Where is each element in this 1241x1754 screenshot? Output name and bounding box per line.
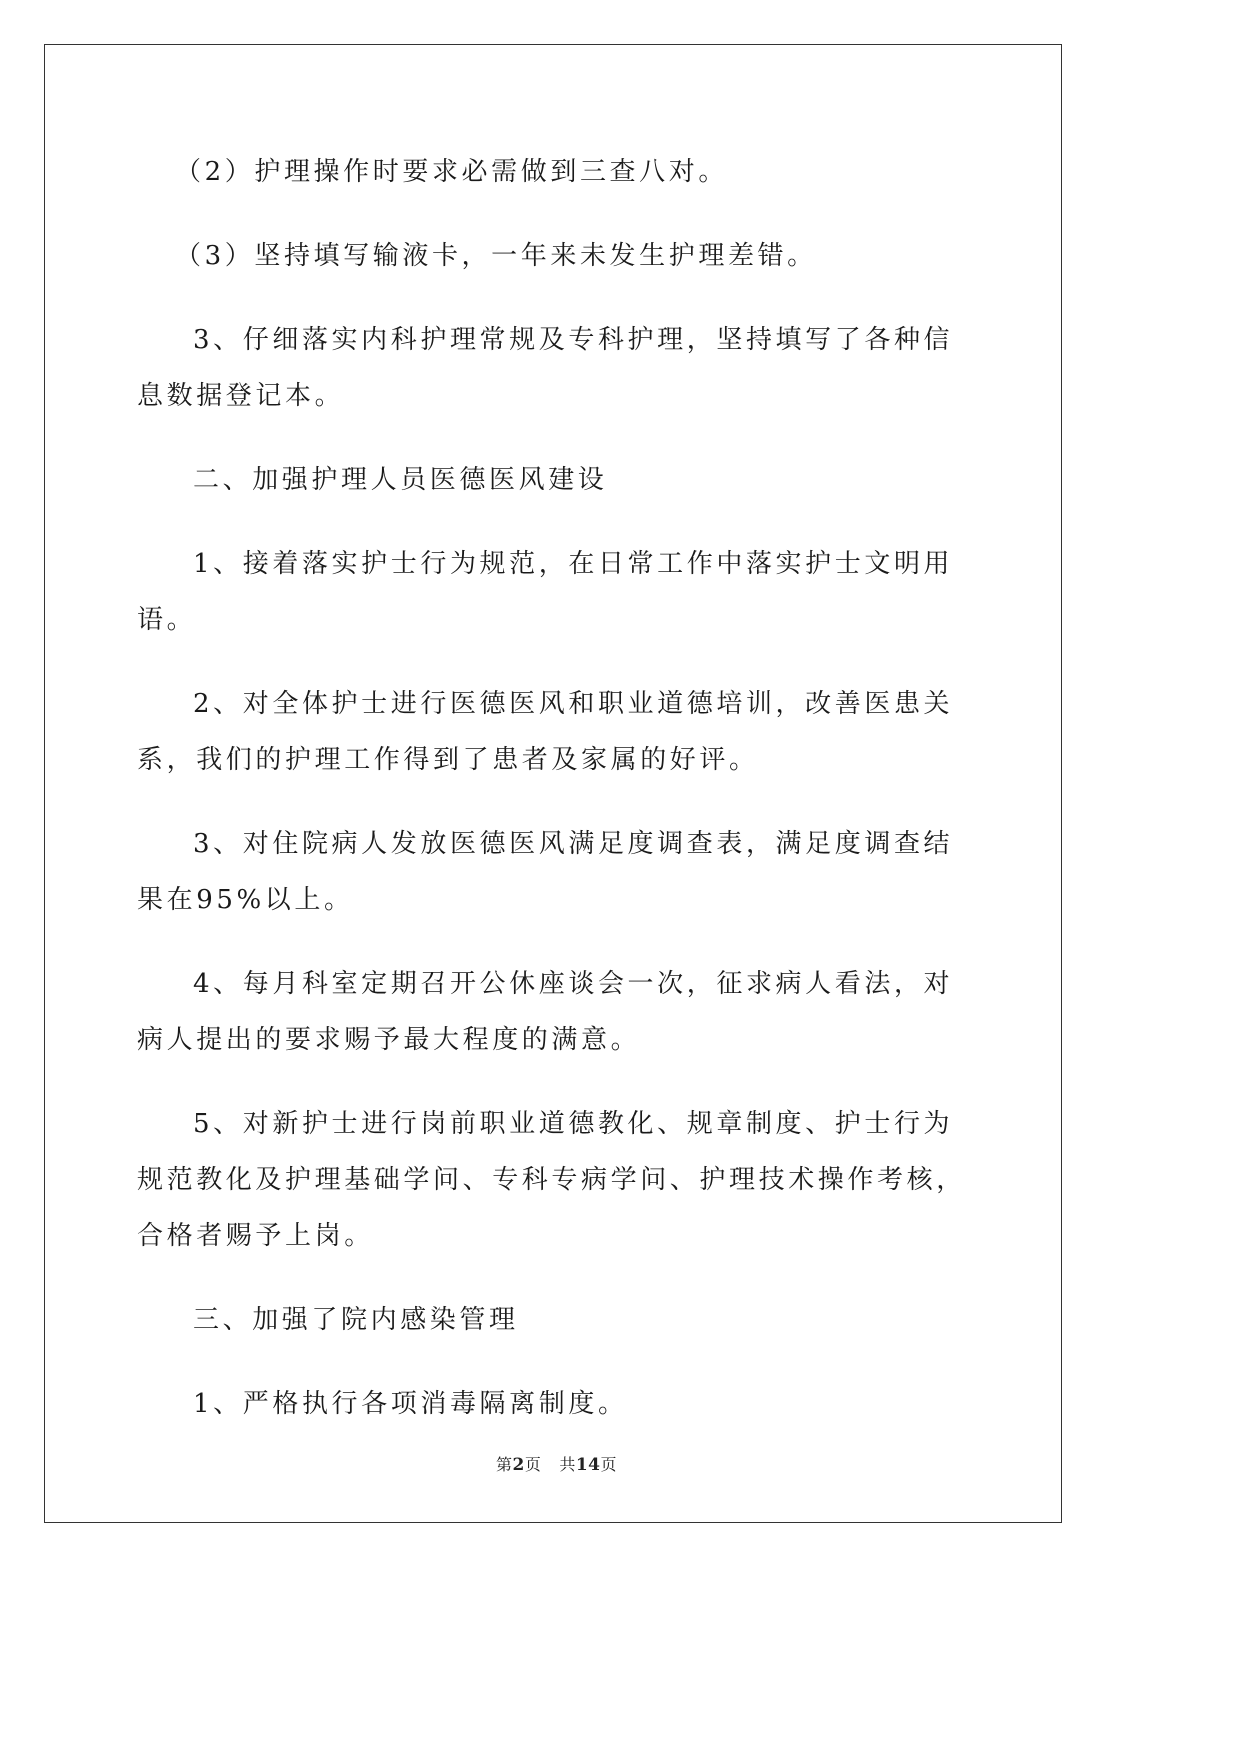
page-suffix: 页	[524, 1455, 542, 1474]
paragraph-point-3: 3、仔细落实内科护理常规及专科护理，坚持填写了各种信息数据登记本。	[137, 325, 954, 411]
paragraph-point-1: 1、接着落实护士行为规范，在日常工作中落实护士文明用语。	[137, 549, 954, 635]
page-footer	[0, 1452, 1113, 1475]
section-heading-2: 二、加强护理人员医德医风建设	[193, 465, 608, 495]
document-body	[137, 144, 977, 1460]
paragraph-item-2: （2）护理操作时要求必需做到三查八对。	[175, 157, 728, 187]
section-heading-3: 三、加强了院内感染管理	[193, 1305, 519, 1335]
total-prefix: 共	[559, 1455, 576, 1474]
page-total: 14	[575, 1455, 601, 1475]
total-suffix: 页	[600, 1455, 618, 1474]
paragraph-point-2: 2、对全体护士进行医德医风和职业道德培训，改善医患关系，我们的护理工作得到了患者及家属的好评。	[137, 689, 954, 775]
paragraph-item-3: （3）坚持填写输液卡，一年来未发生护理差错。	[175, 241, 817, 271]
paragraph-point-4: 4、每月科室定期召开公休座谈会一次，征求病人看法，对病人提出的要求赐予最大程度的满意。	[137, 969, 954, 1055]
page-prefix: 第	[495, 1455, 513, 1474]
paragraph-point-3b: 3、对住院病人发放医德医风满足度调查表，满足度调查结果在95%以上。	[137, 829, 954, 915]
page-number: 2	[512, 1455, 525, 1475]
paragraph-point-5: 5、对新护士进行岗前职业道德教化、规章制度、护士行为规范教化及护理基础学问、专科专病学问、护理技术操作考核，合格者赐予上岗。	[137, 1109, 966, 1251]
paragraph-point-1b: 1、严格执行各项消毒隔离制度。	[193, 1389, 628, 1419]
